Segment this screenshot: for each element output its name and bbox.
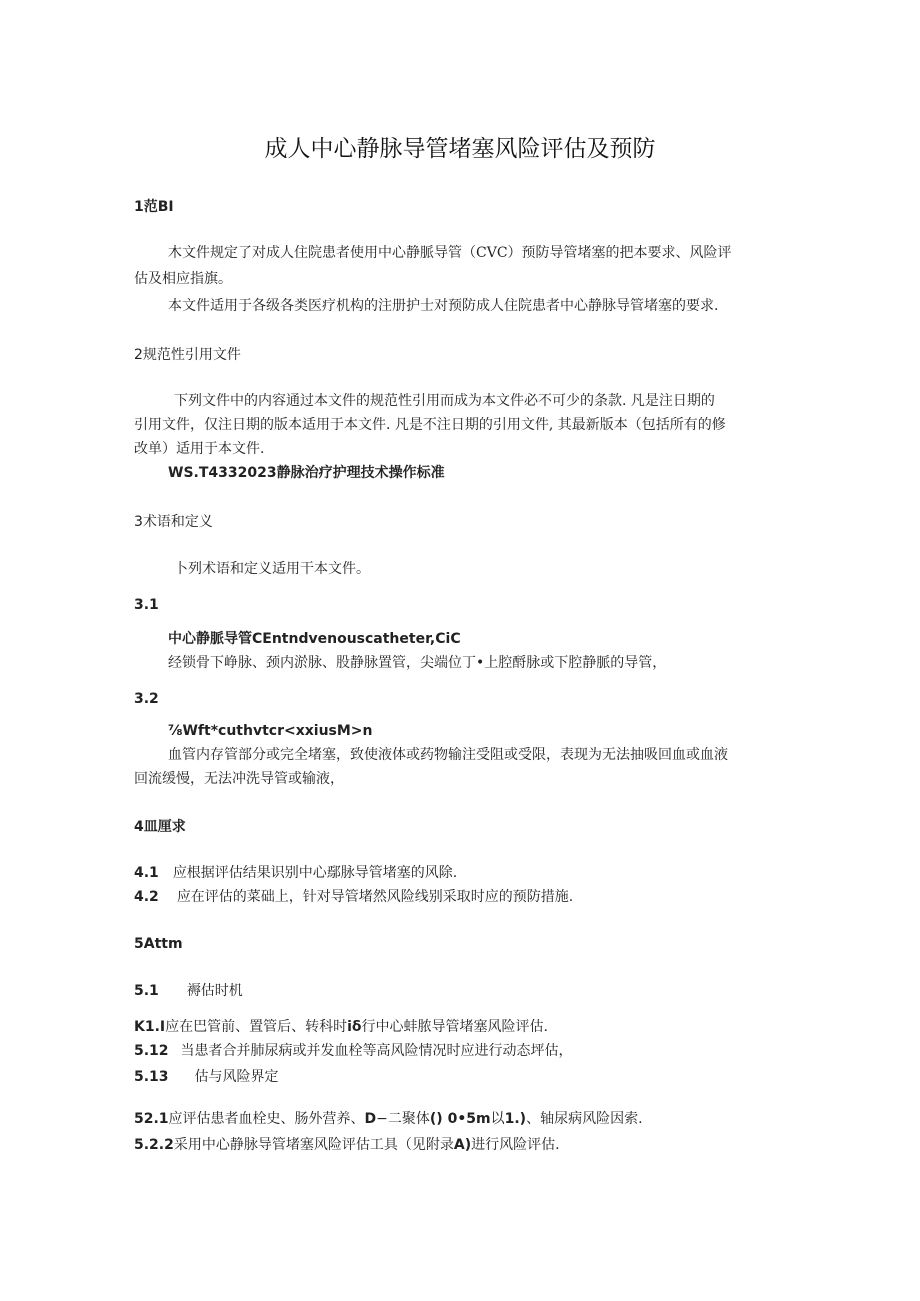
s2-para-line-1: 下列文件中的内容通过本文件的规范性引用而成为本文件必不可少的条款. 凡是注日期的 [174,393,715,409]
item-5-2-2-tail: 进行风险评估. [471,1137,560,1153]
item-5-1-number: 5.1 [134,983,159,999]
item-5-1-1 [134,1018,548,1036]
s1-para-2: 本文件适用于各级各类医疗机构的注册护士对预防成人住院患者中心静脉导管堵塞的要求. [168,298,719,314]
section-4-heading [134,818,186,836]
section-5-heading [134,935,183,953]
item-5-1-1-glyph: iδ [347,1019,362,1035]
s1-para-1-line-1: 木文件规定了对成人住院患者使用中心静脈导管（CVC）预防导管堵塞的把本要求、风险评 [168,245,732,261]
item-5-2-1-text: 应评估患者血栓史、肠外营养、 [168,1111,365,1127]
section-4-heading-text: 4皿厘求 [134,819,186,835]
term-3-2-definition-line-1: 血管内存管部分或完全堵塞，致使液体或药物输注受阻或受限，表现为无法抽吸回血或血液 [168,747,728,763]
s3-intro: 卜列术语和定义适用干本文件。 [174,561,370,577]
term-3-2-title-text: ⅞Wft*cuthvtcr<xxiusM>n [168,723,373,739]
term-3-1-definition: 经锁骨下峥脉、颈内淤脉、股静脉置管，尖端位丁•上腔酹脉或下腔静脈的导管， [168,655,667,671]
item-5-1-2-text: 当患者合并肺尿病或并发血栓等高风险情况时应进行动态坪估， [180,1043,573,1059]
item-5-1-2-number: 5.12 [134,1043,169,1059]
s1-para-1-line-2: 估及相应指旗。 [134,271,232,287]
s2-reference-text: WS.T4332023静脉治疗护理技术操作标准 [168,465,445,481]
item-5-1 [134,982,243,1000]
section-1-heading-text: 1范BI [134,199,174,215]
item-5-1-3-number: 5.13 [134,1069,169,1085]
item-4-1 [134,864,457,882]
item-5-2-2-number: 5.2.2 [134,1137,174,1153]
term-3-2-number [134,690,159,708]
item-5-1-1-number: K1.I [134,1019,166,1035]
item-4-2-number: 4.2 [134,889,159,905]
item-5-2-2-appendix: A) [453,1137,472,1153]
item-4-1-number: 4.1 [134,865,159,881]
section-3-heading: 3术语和定义 [134,514,213,530]
document-title: 成人中心静脉导管堵塞风险评估及预防 [264,136,656,162]
item-5-1-3-text: 估与风险界定 [194,1069,279,1085]
item-5-2-1-value-2: 1.) [504,1111,527,1127]
item-5-2-1-number: 52.1 [134,1111,169,1127]
item-4-2-text: 应在评估的菜础上，针对导管堵然风险线别采取时应的预防措施. [176,889,574,905]
item-5-2-1 [134,1110,643,1128]
item-5-1-1-tail: 行中心蚌脓导管堵塞风险评估. [361,1019,548,1035]
term-3-2-number-text: 3.2 [134,691,159,707]
term-3-2-definition-line-2: 回流缓慢，无法冲洗导管或输液， [134,771,344,787]
item-5-1-text: 褥估时机 [186,983,243,999]
term-3-1-title-text: 中心静脈导管CEntndvenouscatheter,CiC [168,631,461,647]
s2-para-line-2: 引用文件，仅注日期的版本适用于本文件. 凡是不注日期的引用文件, 其最新版本（包括所有的修 [134,417,726,433]
item-5-2-1-yi: 以 [490,1111,505,1127]
section-1-heading [134,198,174,216]
term-3-2-title [168,722,373,740]
item-5-1-2 [134,1042,573,1060]
section-5-heading-text: 5Attm [134,936,183,952]
item-5-1-1-text: 应在巴管前、置管后、转科时 [165,1019,348,1035]
section-2-heading: 2规范性引用文件 [134,347,241,363]
item-5-2-1-tail: 、轴尿病风险因索. [526,1111,643,1127]
item-5-2-2-text: 采用中心静脉导管堵塞风险评估工具（见附录 [173,1137,454,1153]
s2-reference [168,464,445,482]
s2-para-line-3: 改单）适用于本文件. [134,441,265,457]
term-3-1-number-text: 3.1 [134,597,159,613]
item-5-2-1-value: () 0•5m [429,1111,491,1127]
item-4-2 [134,888,573,906]
item-5-2-2 [134,1136,560,1154]
item-4-1-text: 应根据评估结果识别中心鄢脉导管堵塞的风除. [172,865,458,881]
term-3-1-title [168,630,461,648]
term-3-1-number [134,596,159,614]
item-5-1-3 [134,1068,279,1086]
item-5-2-1-dimer: −二聚体 [376,1111,430,1127]
item-5-2-1-d: D [364,1111,377,1127]
